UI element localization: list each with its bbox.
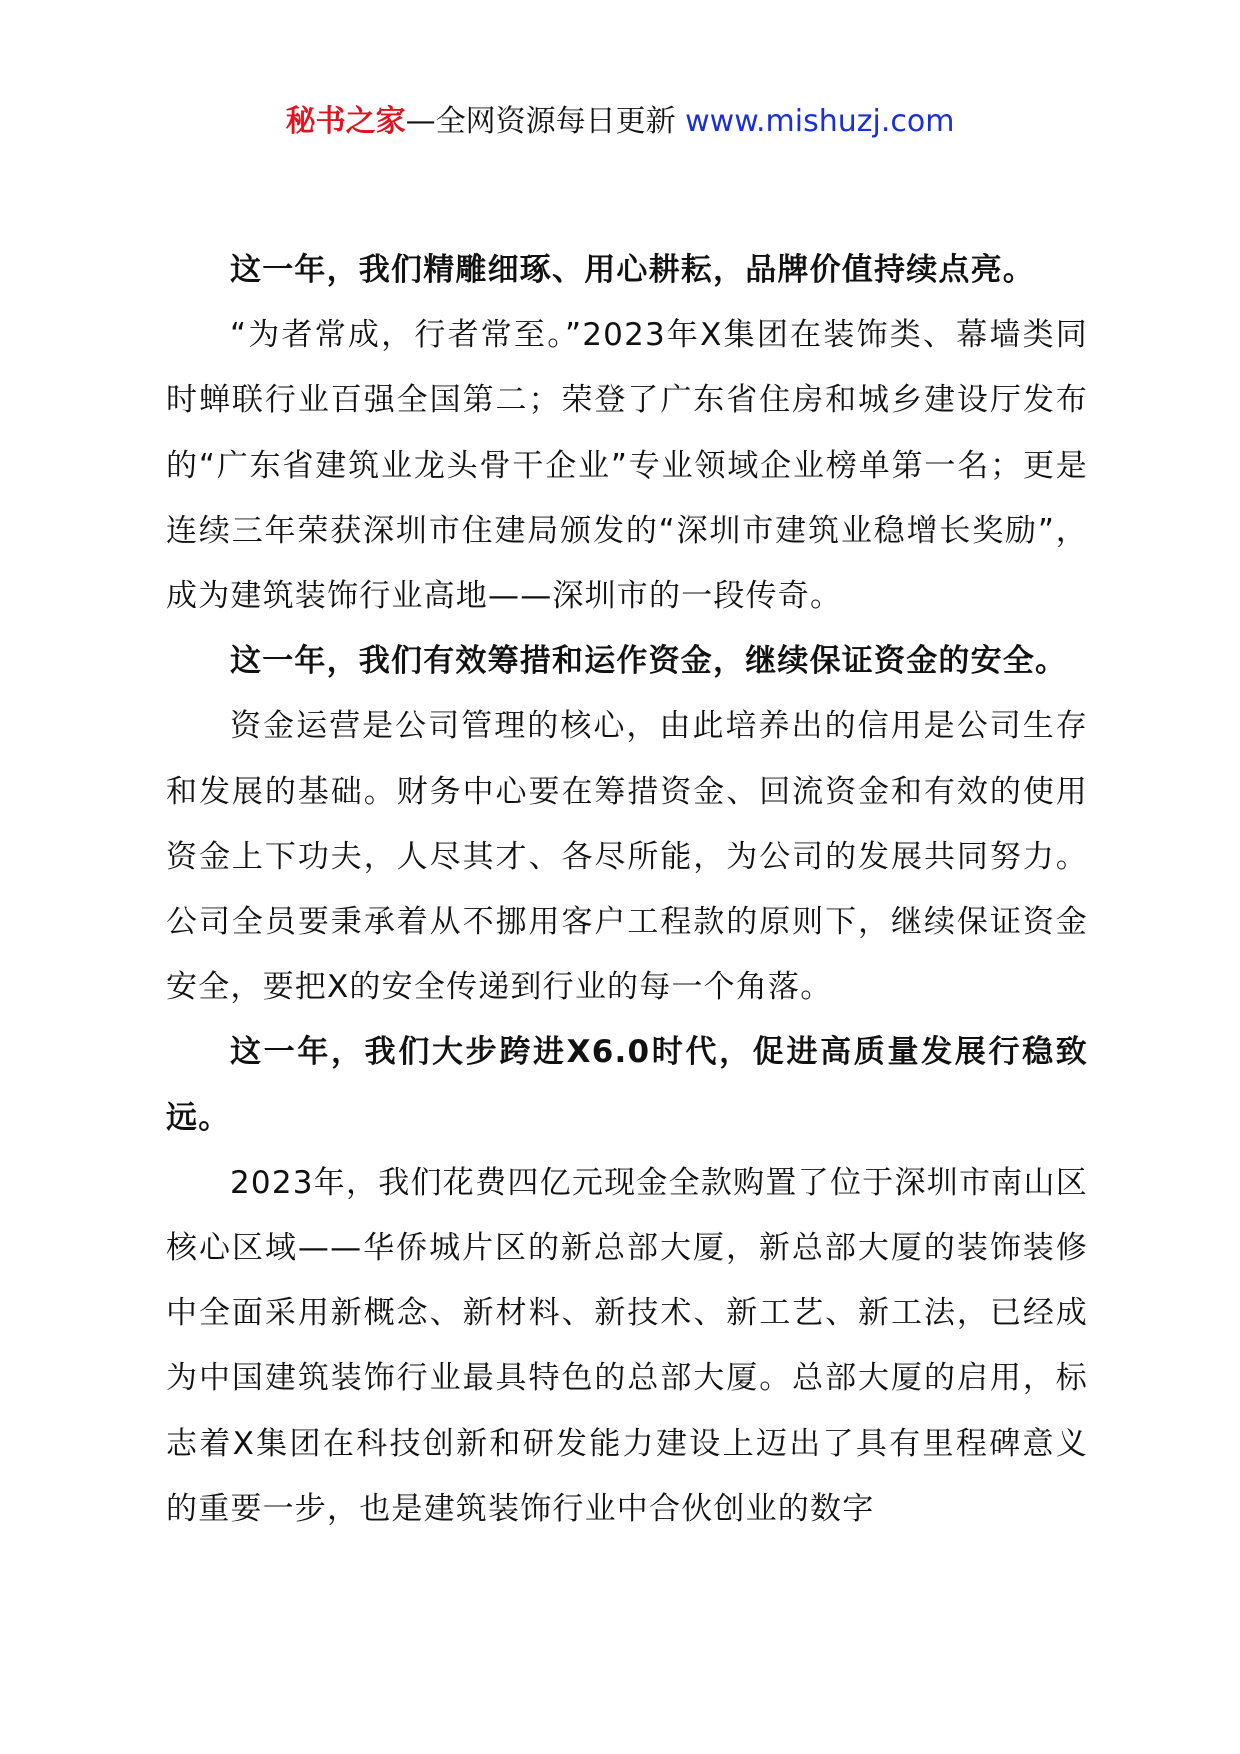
site-tagline: —全网资源每日更新 (405, 104, 676, 139)
section-heading: 这一年，我们有效筹措和运作资金，继续保证资金的安全。 (230, 643, 1068, 680)
body-paragraph: 资金运营是公司管理的核心，由此培养出的信用是公司生存和发展的基础。财务中心要在筹措资金、回流资金和有效的使用资金上下功夫，人尽其才、各尽所能，为公司的发展共同努力。公司全员要秉承着从不挪用客户工程款的原则下，继续保证资金安全，要把X的安全传递到行业的每一个角落。 (166, 708, 1088, 1006)
section-heading: 这一年，我们精雕细琢、用心耕耘，品牌价值持续点亮。 (230, 252, 1035, 288)
section-heading: 这一年，我们大步跨进X6.0时代，促进高质量发展行稳致远。 (166, 1034, 1088, 1136)
body-paragraph: “为者常成，行者常至。”2023年X集团在装饰类、幕墙类同时蝉联行业百强全国第二；荣登了广东省住房和城乡建设厅发布的“广东省建筑业龙头骨干企业”专业领域企业榜单第一名；更是连续三年荣获深圳市住建局颁发的“深圳市建筑业稳增长奖励”，成为建筑装饰行业高地——深圳市的一段传奇。 (166, 317, 1088, 615)
site-url-link[interactable]: www.mishuzj.com (685, 104, 955, 139)
article-body (166, 238, 1088, 1542)
site-header (0, 100, 1240, 144)
site-brand: 秘书之家 (285, 104, 406, 139)
body-paragraph: 2023年，我们花费四亿元现金全款购置了位于深圳市南山区核心区域——华侨城片区的新总部大厦，新总部大厦的装饰装修中全面采用新概念、新材料、新技术、新工艺、新工法，已经成为中国建筑装饰行业最具特色的总部大厦。总部大厦的启用，标志着X集团在科技创新和研发能力建设上迈出了具有里程碑意义的重要一步，也是建筑装饰行业中合伙创业的数字 (166, 1164, 1088, 1527)
